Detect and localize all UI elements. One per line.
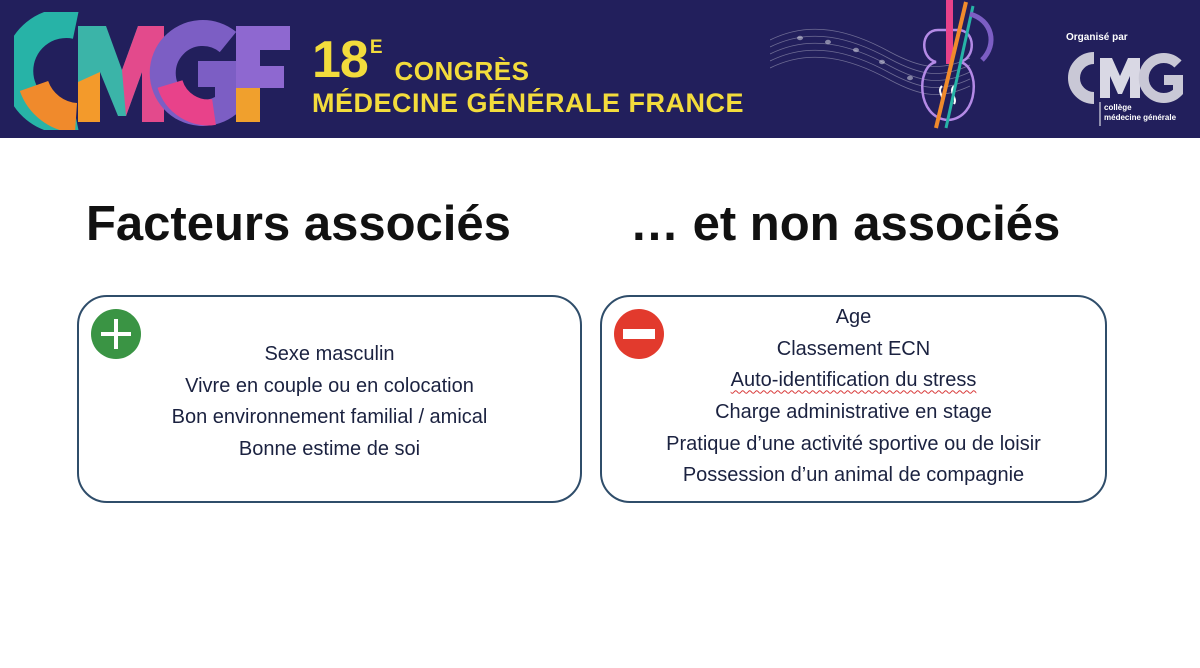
violin-music-decoration-icon [770, 0, 1040, 138]
organizer-label: Organisé par [1066, 32, 1128, 43]
edition-suffix: E [369, 37, 383, 58]
list-item: Bonne estime de soi [238, 438, 421, 461]
associated-factors-box [77, 295, 582, 503]
organizer-line1: collège [1104, 103, 1132, 112]
congress-headline [312, 31, 745, 118]
list-item: Sexe masculin [264, 343, 395, 365]
non-associated-factors-title: … et non associés [630, 197, 1061, 251]
list-item: Auto-identification du stress [730, 369, 977, 392]
list-item: Charge administrative en stage [715, 401, 992, 424]
congress-name: MÉDECINE GÉNÉRALE FRANCE [312, 88, 745, 118]
header-banner [0, 0, 1200, 138]
associated-factors-list [79, 339, 580, 466]
congress-word: CONGRÈS [394, 56, 530, 86]
non-associated-factors-list [602, 302, 1105, 492]
organizer-line2: médecine générale [1104, 113, 1177, 122]
list-item: Classement ECN [776, 337, 931, 360]
list-item: Bon environnement familial / amical [171, 406, 488, 429]
edition-number: 18 [312, 31, 368, 89]
list-item: Vivre en couple ou en colocation [185, 374, 474, 397]
list-item: Age [835, 306, 872, 328]
cmg-logo [1060, 50, 1188, 128]
list-item: Pratique d’une activité sportive ou de loisir [666, 432, 1041, 455]
list-item: Possession d’un animal de compagnie [682, 464, 1025, 487]
cmgf-logo [14, 12, 294, 130]
associated-factors-title: Facteurs associés [86, 197, 511, 251]
non-associated-factors-box [600, 295, 1107, 503]
